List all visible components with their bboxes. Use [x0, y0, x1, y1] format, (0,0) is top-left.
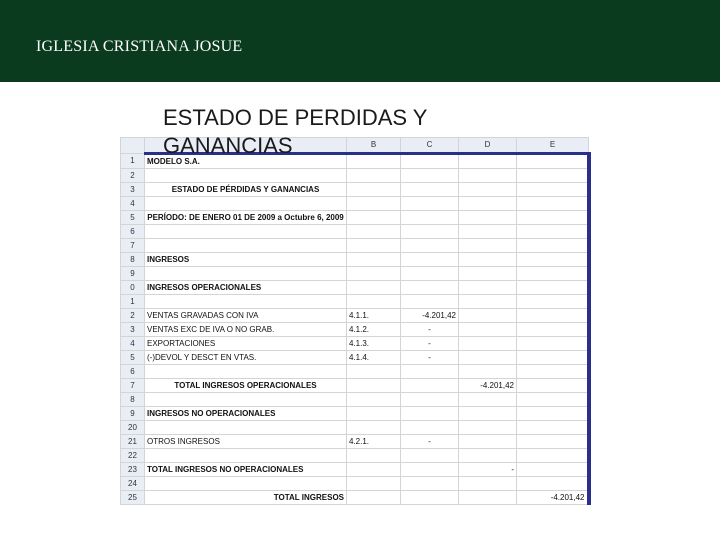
row-number: 2: [121, 169, 145, 183]
cell-a: [145, 477, 347, 491]
cell-b: [347, 295, 401, 309]
column-header: D: [459, 138, 517, 154]
cell-a: VENTAS EXC DE IVA O NO GRAB.: [145, 323, 347, 337]
cell-c: [401, 183, 459, 197]
cell-c: [401, 365, 459, 379]
cell-e: [517, 197, 589, 211]
row-number: 0: [121, 281, 145, 295]
cell-b: [347, 267, 401, 281]
table-row: [121, 379, 589, 393]
cell-d: [459, 253, 517, 267]
header-title: IGLESIA CRISTIANA JOSUE: [36, 38, 243, 55]
cell-a: EXPORTACIONES: [145, 337, 347, 351]
table-row: [121, 491, 589, 505]
cell-e: [517, 393, 589, 407]
cell-d: [459, 211, 517, 225]
cell-d: [459, 477, 517, 491]
cell-b: [347, 169, 401, 183]
row-number: 8: [121, 393, 145, 407]
table-row: [121, 393, 589, 407]
row-number: 20: [121, 421, 145, 435]
cell-a: MODELO S.A.: [145, 154, 347, 169]
cell-b: [347, 463, 401, 477]
cell-a: VENTAS GRAVADAS CON IVA: [145, 309, 347, 323]
cell-c: [401, 407, 459, 421]
row-number: 7: [121, 379, 145, 393]
cell-e: [517, 463, 589, 477]
cell-e: [517, 379, 589, 393]
table-row: [121, 183, 589, 197]
spreadsheet-image: [120, 137, 588, 509]
cell-c: [401, 491, 459, 505]
cell-b: 4.1.2.: [347, 323, 401, 337]
cell-c: [401, 477, 459, 491]
spreadsheet-table: [120, 137, 591, 505]
cell-d: [459, 295, 517, 309]
cell-d: [459, 449, 517, 463]
row-number: 5: [121, 351, 145, 365]
cell-a: [145, 239, 347, 253]
cell-b: [347, 197, 401, 211]
cell-b: [347, 253, 401, 267]
slide-title: ESTADO DE PERDIDAS Y GANANCIAS: [163, 105, 428, 158]
cell-a: [145, 169, 347, 183]
cell-e: [517, 421, 589, 435]
cell-d: -: [459, 463, 517, 477]
cell-b: [347, 281, 401, 295]
table-row: [121, 421, 589, 435]
cell-b: 4.1.3.: [347, 337, 401, 351]
cell-e: [517, 225, 589, 239]
cell-d: [459, 309, 517, 323]
cell-c: [401, 211, 459, 225]
row-number: 1: [121, 154, 145, 169]
cell-d: [459, 491, 517, 505]
cell-a: (-)DEVOL Y DESCT EN VTAS.: [145, 351, 347, 365]
row-number: 4: [121, 337, 145, 351]
cell-e: [517, 449, 589, 463]
cell-c: [401, 379, 459, 393]
cell-d: [459, 183, 517, 197]
cell-e: [517, 309, 589, 323]
cell-b: [347, 365, 401, 379]
row-number: 7: [121, 239, 145, 253]
cell-e: [517, 267, 589, 281]
row-number: 2: [121, 309, 145, 323]
cell-a: [145, 393, 347, 407]
cell-a: [145, 449, 347, 463]
cell-d: [459, 351, 517, 365]
row-number: 8: [121, 253, 145, 267]
table-row: [121, 267, 589, 281]
cell-a: ESTADO DE PÉRDIDAS Y GANANCIAS: [145, 183, 347, 197]
cell-d: [459, 393, 517, 407]
cell-e: [517, 239, 589, 253]
row-number: 4: [121, 197, 145, 211]
cell-b: [347, 239, 401, 253]
table-row: [121, 239, 589, 253]
table-row: [121, 407, 589, 421]
cell-d: [459, 323, 517, 337]
cell-e: [517, 295, 589, 309]
cell-c: -: [401, 337, 459, 351]
header-bar: [0, 0, 720, 84]
column-header: E: [517, 138, 589, 154]
cell-a: TOTAL INGRESOS OPERACIONALES: [145, 379, 347, 393]
row-number: 3: [121, 183, 145, 197]
row-number: 9: [121, 267, 145, 281]
cell-c: [401, 197, 459, 211]
table-row: [121, 323, 589, 337]
table-row: [121, 337, 589, 351]
cell-d: [459, 267, 517, 281]
cell-b: [347, 183, 401, 197]
table-row: [121, 169, 589, 183]
cell-e: [517, 211, 589, 225]
cell-a: INGRESOS OPERACIONALES: [145, 281, 347, 295]
corner-cell: [121, 138, 145, 154]
cell-d: [459, 281, 517, 295]
cell-b: [347, 393, 401, 407]
cell-a: [145, 225, 347, 239]
cell-e: -4.201,42: [517, 491, 589, 505]
cell-c: [401, 393, 459, 407]
cell-d: [459, 337, 517, 351]
row-number: 25: [121, 491, 145, 505]
cell-c: [401, 463, 459, 477]
cell-e: [517, 183, 589, 197]
cell-c: [401, 295, 459, 309]
cell-e: [517, 337, 589, 351]
row-number: 1: [121, 295, 145, 309]
table-row: [121, 225, 589, 239]
row-number: 24: [121, 477, 145, 491]
cell-c: [401, 253, 459, 267]
cell-a: [145, 365, 347, 379]
cell-c: [401, 169, 459, 183]
table-row: [121, 197, 589, 211]
cell-c: -: [401, 323, 459, 337]
cell-e: [517, 253, 589, 267]
cell-a: INGRESOS NO OPERACIONALES: [145, 407, 347, 421]
cell-d: -4.201,42: [459, 379, 517, 393]
cell-a: [145, 295, 347, 309]
cell-a: INGRESOS: [145, 253, 347, 267]
row-number: 6: [121, 225, 145, 239]
cell-d: [459, 239, 517, 253]
cell-b: [347, 379, 401, 393]
cell-b: [347, 477, 401, 491]
cell-d: [459, 407, 517, 421]
row-number: 21: [121, 435, 145, 449]
cell-c: [401, 421, 459, 435]
cell-a: TOTAL INGRESOS: [145, 491, 347, 505]
cell-c: [401, 449, 459, 463]
cell-c: [401, 281, 459, 295]
cell-e: [517, 323, 589, 337]
cell-b: [347, 407, 401, 421]
cell-b: [347, 449, 401, 463]
cell-e: [517, 281, 589, 295]
cell-a: TOTAL INGRESOS NO OPERACIONALES: [145, 463, 347, 477]
cell-b: [347, 211, 401, 225]
cell-e: [517, 154, 589, 169]
cell-b: 4.1.1.: [347, 309, 401, 323]
cell-b: [347, 491, 401, 505]
cell-e: [517, 169, 589, 183]
row-number: 3: [121, 323, 145, 337]
cell-c: -: [401, 435, 459, 449]
cell-e: [517, 435, 589, 449]
row-number: 23: [121, 463, 145, 477]
row-number: 5: [121, 211, 145, 225]
cell-c: [401, 267, 459, 281]
cell-d: [459, 435, 517, 449]
table-row: [121, 281, 589, 295]
cell-d: [459, 365, 517, 379]
table-row: [121, 477, 589, 491]
cell-c: [401, 225, 459, 239]
cell-a: [145, 197, 347, 211]
cell-d: [459, 197, 517, 211]
table-row: [121, 309, 589, 323]
cell-e: [517, 365, 589, 379]
table-row: [121, 449, 589, 463]
cell-d: [459, 169, 517, 183]
cell-b: 4.1.4.: [347, 351, 401, 365]
table-row: [121, 463, 589, 477]
cell-a: OTROS INGRESOS: [145, 435, 347, 449]
cell-d: [459, 225, 517, 239]
table-row: [121, 253, 589, 267]
row-number: 9: [121, 407, 145, 421]
cell-e: [517, 407, 589, 421]
cell-a: [145, 267, 347, 281]
cell-b: 4.2.1.: [347, 435, 401, 449]
row-number: 22: [121, 449, 145, 463]
row-number: 6: [121, 365, 145, 379]
table-row: [121, 365, 589, 379]
column-header: C: [401, 138, 459, 154]
column-header: B: [347, 138, 401, 154]
cell-b: [347, 421, 401, 435]
table-row: [121, 295, 589, 309]
cell-a: PERÍODO: DE ENERO 01 DE 2009 a Octubre 6, 2009: [145, 211, 347, 225]
cell-d: [459, 421, 517, 435]
cell-c: -: [401, 351, 459, 365]
cell-e: [517, 351, 589, 365]
cell-b: [347, 225, 401, 239]
cell-a: [145, 421, 347, 435]
table-row: [121, 211, 589, 225]
table-row: [121, 351, 589, 365]
cell-c: [401, 239, 459, 253]
table-row: [121, 435, 589, 449]
cell-e: [517, 477, 589, 491]
cell-c: -4.201,42: [401, 309, 459, 323]
